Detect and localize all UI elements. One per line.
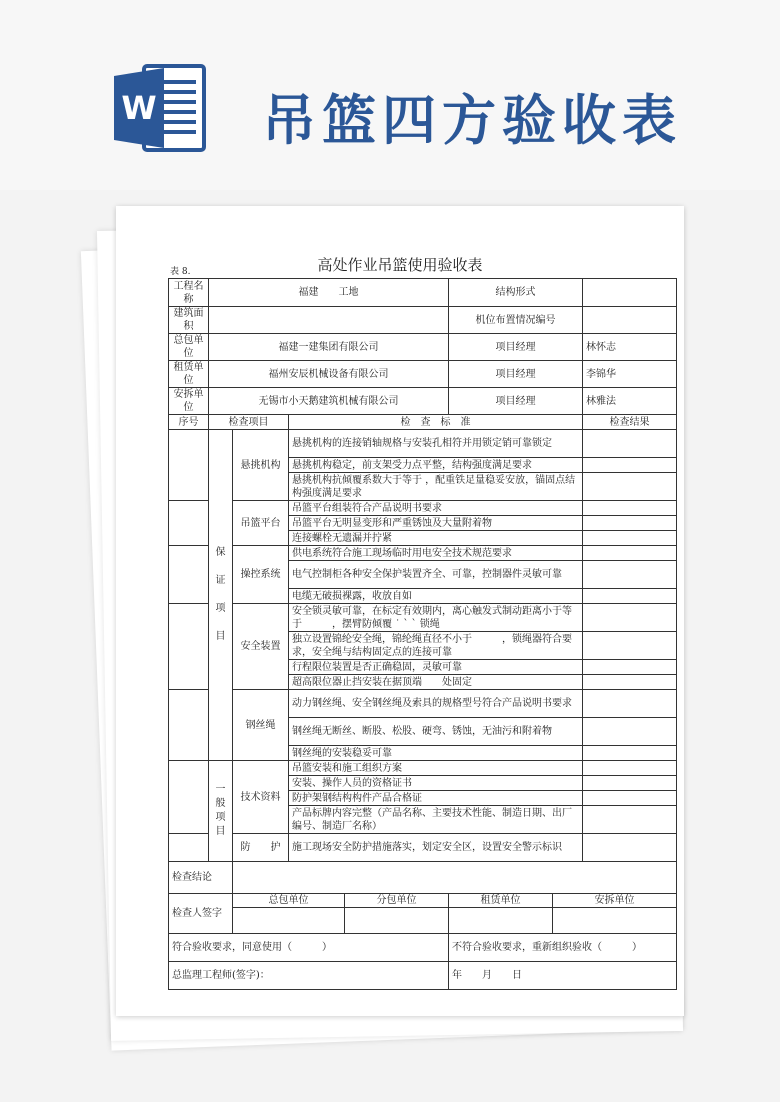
leasing-label: 租赁单位 [169, 361, 209, 388]
standard-cell: 安全锁灵敏可靠，在标定有效期内，离心触发式制动距离小于等于 ，摆臂防倾覆 ˙ ˋ ˋ 锁绳 [289, 604, 583, 632]
seq-cell [169, 604, 209, 690]
fail-statement: 不符合验收要求，重新组织验收（ ） [449, 934, 677, 962]
area-value [209, 307, 449, 334]
standard-cell: 产品标牌内容完整（产品名称、主要技术性能、制造日期、出厂编号、制造厂名称） [289, 806, 583, 834]
result-cell [583, 589, 677, 604]
pm-value: 林雅法 [583, 388, 677, 415]
svg-text:W: W [121, 89, 157, 127]
col-standard: 检 查 标 准 [289, 415, 583, 430]
result-cell [583, 806, 677, 834]
seq-cell [169, 430, 209, 501]
signature-cell [553, 908, 677, 934]
table-row [169, 430, 677, 458]
result-cell [583, 458, 677, 473]
result-cell [583, 761, 677, 776]
table-row [169, 388, 677, 415]
seq-cell [169, 690, 209, 761]
signature-cell [233, 908, 345, 934]
inspection-table [168, 278, 677, 990]
result-cell [583, 501, 677, 516]
banner-title: 吊篮四方验收表 [262, 89, 682, 152]
signers-label: 检查人签字 [169, 894, 233, 934]
standard-cell: 悬挑机构抗倾覆系数大于等于 ，配重铁足量稳妥安放，锚固点结构强度满足要求 [289, 473, 583, 501]
table-row [169, 962, 677, 990]
table-row [169, 862, 677, 894]
seq-cell [169, 834, 209, 862]
result-cell [583, 834, 677, 862]
conclusion-value [233, 862, 677, 894]
table-row [169, 361, 677, 388]
pm-label: 项目经理 [449, 334, 583, 361]
table-header-row [169, 415, 677, 430]
document-title: 高处作业吊篮使用验收表 [317, 256, 483, 274]
installer-label: 安拆单位 [169, 388, 209, 415]
standard-cell: 钢丝绳的安装稳妥可靠 [289, 746, 583, 761]
result-cell [583, 561, 677, 589]
item-control: 操控系统 [233, 546, 289, 604]
project-name-value: 福建 工地 [209, 279, 449, 307]
standard-cell: 独立设置锦纶安全绳，锦纶绳直径不小于 ，锁绳器符合要求，安全绳与结构固定点的连接可靠 [289, 632, 583, 660]
standard-cell: 吊篮平台组装符合产品说明书要求 [289, 501, 583, 516]
signer-unit: 安拆单位 [553, 894, 677, 908]
item-wire: 钢丝绳 [233, 690, 289, 761]
word-document-icon [110, 62, 208, 154]
supervisor-signature: 总监理工程师(签字)： [169, 962, 449, 990]
banner [0, 0, 780, 190]
signer-unit: 总包单位 [233, 894, 345, 908]
sign-date: 年 月 日 [449, 962, 677, 990]
table-row [169, 934, 677, 962]
signer-unit: 分包单位 [345, 894, 449, 908]
installer-value: 无锡市小天鹅建筑机械有限公司 [209, 388, 449, 415]
table-row [169, 908, 677, 934]
structure-label: 结构形式 [449, 279, 583, 307]
table-row [169, 279, 677, 307]
result-cell [583, 660, 677, 675]
pass-statement: 符合验收要求，同意使用（ ） [169, 934, 449, 962]
result-cell [583, 690, 677, 718]
col-result: 检查结果 [583, 415, 677, 430]
table-row [169, 501, 677, 516]
table-row [169, 604, 677, 632]
result-cell [583, 791, 677, 806]
result-cell [583, 746, 677, 761]
item-tech: 技术资料 [233, 761, 289, 834]
table-row [169, 546, 677, 561]
col-item: 检查项目 [209, 415, 289, 430]
project-name-label: 工程名称 [169, 279, 209, 307]
result-cell [583, 776, 677, 791]
table-row [169, 834, 677, 862]
standard-cell: 钢丝绳无断丝、断股、松股、硬弯、锈蚀，无油污和附着物 [289, 718, 583, 746]
group-general: 一 般 项 目 [209, 761, 233, 862]
general-contractor-value: 福建一建集团有限公司 [209, 334, 449, 361]
result-cell [583, 632, 677, 660]
group-guarantee: 保 证 项 目 [209, 430, 233, 761]
standard-cell: 电气控制柜各种安全保护装置齐全、可靠，控制器件灵敏可靠 [289, 561, 583, 589]
standard-cell: 电缆无破损裸露，收放自如 [289, 589, 583, 604]
standard-cell: 悬挑机构的连接销轴规格与安装孔相符并用锁定销可靠锁定 [289, 430, 583, 458]
machine-no-label: 机位布置情况编号 [449, 307, 583, 334]
result-cell [583, 516, 677, 531]
table-number: 表 8. [170, 267, 191, 277]
result-cell [583, 546, 677, 561]
standard-cell: 行程限位装置是否正确稳固，灵敏可靠 [289, 660, 583, 675]
standard-cell: 动力钢丝绳、安全钢丝绳及索具的规格型号符合产品说明书要求 [289, 690, 583, 718]
result-cell [583, 430, 677, 458]
item-safety: 安全装置 [233, 604, 289, 690]
seq-cell [169, 546, 209, 604]
seq-cell [169, 761, 209, 834]
standard-cell: 安装、操作人员的资格证书 [289, 776, 583, 791]
item-platform: 吊篮平台 [233, 501, 289, 546]
result-cell [583, 675, 677, 690]
document-page [116, 206, 684, 1016]
pm-value: 李锦华 [583, 361, 677, 388]
conclusion-label: 检查结论 [169, 862, 233, 894]
leasing-value: 福州安辰机械设备有限公司 [209, 361, 449, 388]
table-row [169, 894, 677, 908]
standard-cell: 超高限位器止挡安装在据顶端 处固定 [289, 675, 583, 690]
standard-cell: 供电系统符合施工现场临时用电安全技术规范要求 [289, 546, 583, 561]
signature-cell [449, 908, 553, 934]
pm-label: 项目经理 [449, 388, 583, 415]
pm-label: 项目经理 [449, 361, 583, 388]
pm-value: 林怀志 [583, 334, 677, 361]
item-cantilever: 悬挑机构 [233, 430, 289, 501]
standard-cell: 连接螺栓无遗漏并拧紧 [289, 531, 583, 546]
table-row [169, 761, 677, 776]
result-cell [583, 531, 677, 546]
signer-unit: 租赁单位 [449, 894, 553, 908]
table-row [169, 690, 677, 718]
col-seq: 序号 [169, 415, 209, 430]
table-row [169, 307, 677, 334]
standard-cell: 悬挑机构稳定，前支架受力点平整，结构强度满足要求 [289, 458, 583, 473]
table-row [169, 334, 677, 361]
result-cell [583, 604, 677, 632]
standard-cell: 防护架钢结构构件产品合格证 [289, 791, 583, 806]
standard-cell: 施工现场安全防护措施落实，划定安全区，设置安全警示标识 [289, 834, 583, 862]
seq-cell [169, 501, 209, 546]
result-cell [583, 718, 677, 746]
standard-cell: 吊篮平台无明显变形和严重锈蚀及大量附着物 [289, 516, 583, 531]
result-cell [583, 473, 677, 501]
item-protection: 防 护 [233, 834, 289, 862]
standard-cell: 吊篮安装和施工组织方案 [289, 761, 583, 776]
structure-value [583, 279, 677, 307]
general-contractor-label: 总包单位 [169, 334, 209, 361]
signature-cell [345, 908, 449, 934]
machine-no-value [583, 307, 677, 334]
area-label: 建筑面积 [169, 307, 209, 334]
